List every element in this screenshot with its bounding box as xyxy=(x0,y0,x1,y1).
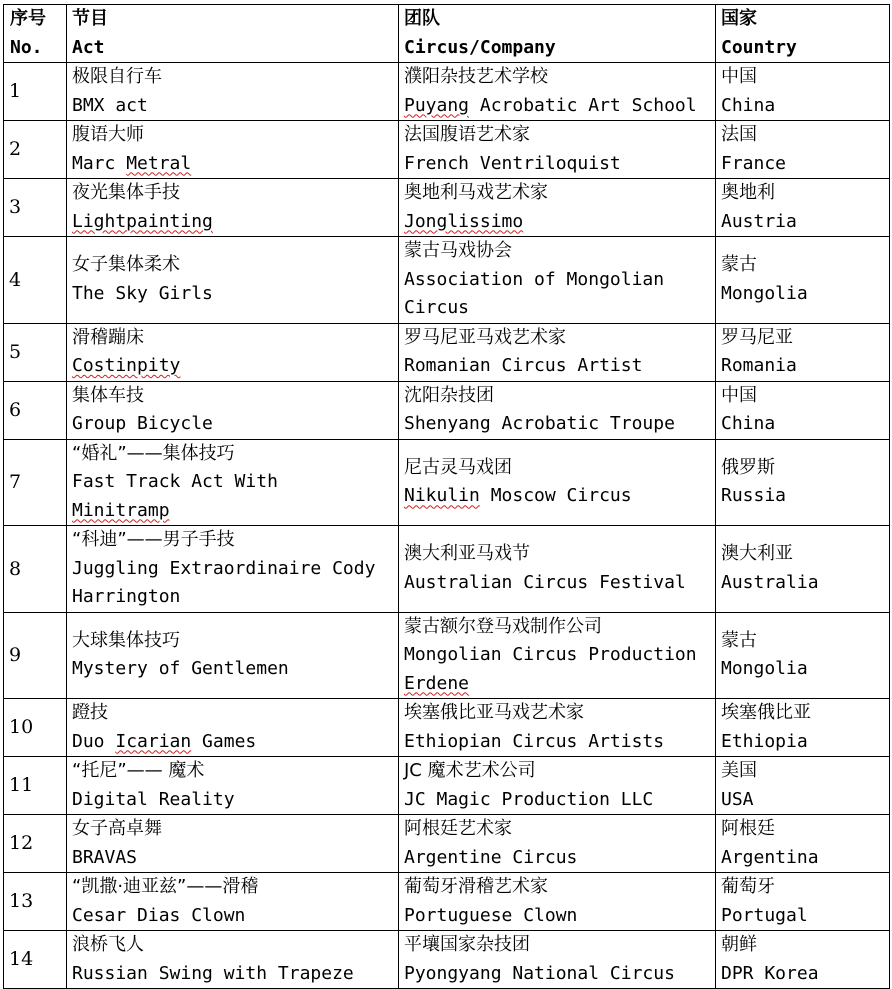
company-line: Shenyang Acrobatic Troupe xyxy=(404,413,675,434)
row-number: 12 xyxy=(4,815,67,873)
act-cell xyxy=(67,63,399,121)
act-line: 蹬技 xyxy=(72,702,108,723)
company-line: 埃塞俄比亚马戏艺术家 xyxy=(404,702,584,723)
country-line: China xyxy=(721,94,776,116)
company-line: Jonglissimo xyxy=(404,210,524,232)
table-row xyxy=(4,121,890,179)
country-line: 罗马尼亚 xyxy=(721,326,793,348)
act-line: 女子集体柔术 xyxy=(72,254,180,276)
country-line: 奥地利 xyxy=(721,182,775,203)
act-line: 浪桥飞人 xyxy=(72,934,144,955)
act-line: Group Bicycle xyxy=(72,413,213,434)
act-cell xyxy=(67,179,399,237)
header-no-en: No. xyxy=(10,36,43,58)
country-line: 中国 xyxy=(721,384,757,406)
company-line: Circus xyxy=(404,297,470,318)
act-cell xyxy=(67,873,399,931)
act-line: BRAVAS xyxy=(72,846,138,868)
company-cell xyxy=(399,699,716,757)
company-line: Argentine Circus xyxy=(404,846,578,868)
header-act xyxy=(67,5,399,63)
act-line: The Sky Girls xyxy=(72,282,213,304)
company-line: 平壤国家杂技团 xyxy=(404,934,530,955)
country-line: 法国 xyxy=(721,124,757,145)
act-cell xyxy=(67,526,399,613)
country-cell xyxy=(716,381,890,439)
country-line: Mongolia xyxy=(721,658,808,680)
country-cell xyxy=(716,612,890,699)
header-no xyxy=(4,5,67,63)
header-no-zh: 序号 xyxy=(10,8,46,29)
header-row xyxy=(4,5,890,63)
country-cell xyxy=(716,526,890,613)
row-number: 4 xyxy=(4,237,67,324)
country-line: 蒙古 xyxy=(721,254,757,276)
act-cell xyxy=(67,815,399,873)
company-cell xyxy=(399,612,716,699)
row-number: 6 xyxy=(4,381,67,439)
row-number: 7 xyxy=(4,439,67,526)
company-line: 奥地利马戏艺术家 xyxy=(404,182,548,203)
country-line: 朝鲜 xyxy=(721,934,757,955)
country-line: 阿根廷 xyxy=(721,818,775,839)
company-cell xyxy=(399,121,716,179)
company-line: Nikulin Moscow Circus xyxy=(404,485,632,507)
company-line: Romanian Circus Artist xyxy=(404,355,643,376)
company-line: JC Magic Production LLC xyxy=(404,788,654,810)
act-line: Russian Swing with Trapeze xyxy=(72,962,354,984)
act-line: 极限自行车 xyxy=(72,66,162,87)
country-line: Austria xyxy=(721,210,797,232)
company-cell xyxy=(399,439,716,526)
company-line: 蒙古额尔登马戏制作公司 xyxy=(404,615,602,637)
header-country-zh: 国家 xyxy=(721,8,757,29)
act-cell xyxy=(67,381,399,439)
country-cell xyxy=(716,699,890,757)
country-line: China xyxy=(721,413,776,434)
act-line: 集体车技 xyxy=(72,384,144,406)
company-cell xyxy=(399,815,716,873)
act-cell xyxy=(67,612,399,699)
country-line: 葡萄牙 xyxy=(721,876,775,897)
country-cell xyxy=(716,873,890,931)
row-number: 13 xyxy=(4,873,67,931)
row-number: 14 xyxy=(4,931,67,989)
program-table-body xyxy=(4,5,890,989)
country-line: Portugal xyxy=(721,904,808,926)
company-line: 濮阳杂技艺术学校 xyxy=(404,66,548,87)
country-cell xyxy=(716,757,890,815)
company-line: 尼古灵马戏团 xyxy=(404,456,512,478)
company-line: Mongolian Circus Production xyxy=(404,644,697,665)
company-line: Ethiopian Circus Artists xyxy=(404,730,665,752)
program-table xyxy=(3,4,890,989)
country-line: France xyxy=(721,152,787,174)
act-cell xyxy=(67,237,399,324)
country-cell xyxy=(716,439,890,526)
header-company-zh: 团队 xyxy=(404,8,440,29)
country-line: 中国 xyxy=(721,66,757,87)
company-line: Pyongyang National Circus xyxy=(404,962,675,984)
country-line: 美国 xyxy=(721,760,757,781)
company-cell xyxy=(399,381,716,439)
act-cell xyxy=(67,757,399,815)
act-line: Mystery of Gentlemen xyxy=(72,658,289,680)
table-row xyxy=(4,439,890,526)
act-line: Digital Reality xyxy=(72,788,235,810)
row-number: 10 xyxy=(4,699,67,757)
country-line: Romania xyxy=(721,355,797,376)
country-line: USA xyxy=(721,788,754,810)
table-row xyxy=(4,237,890,324)
company-line: 罗马尼亚马戏艺术家 xyxy=(404,326,566,348)
company-line: Portuguese Clown xyxy=(404,904,578,926)
company-line: 蒙古马戏协会 xyxy=(404,240,512,261)
row-number: 2 xyxy=(4,121,67,179)
act-line: 滑稽蹦床 xyxy=(72,326,144,348)
company-line: 阿根廷艺术家 xyxy=(404,818,512,839)
company-cell xyxy=(399,323,716,381)
table-row xyxy=(4,873,890,931)
country-cell xyxy=(716,121,890,179)
act-line: Juggling Extraordinaire Cody xyxy=(72,557,376,579)
company-line: Australian Circus Festival xyxy=(404,571,686,593)
country-line: Ethiopia xyxy=(721,730,808,752)
row-number: 11 xyxy=(4,757,67,815)
country-line: Mongolia xyxy=(721,282,808,304)
row-number: 8 xyxy=(4,526,67,613)
table-row xyxy=(4,381,890,439)
act-line: “科迪”——男子手技 xyxy=(72,529,235,550)
act-cell xyxy=(67,699,399,757)
act-line: Costinpity xyxy=(72,355,181,376)
company-cell xyxy=(399,179,716,237)
header-company-en: Circus/Company xyxy=(404,36,556,58)
table-row xyxy=(4,699,890,757)
row-number: 1 xyxy=(4,63,67,121)
country-cell xyxy=(716,815,890,873)
act-line: 大球集体技巧 xyxy=(72,629,180,651)
header-act-en: Act xyxy=(72,36,105,58)
act-line: Fast Track Act With xyxy=(72,471,278,492)
row-number: 5 xyxy=(4,323,67,381)
country-cell xyxy=(716,323,890,381)
row-number: 9 xyxy=(4,612,67,699)
act-line: Marc Metral xyxy=(72,152,192,174)
table-row xyxy=(4,757,890,815)
act-line: “婚礼”——集体技巧 xyxy=(72,442,235,464)
header-country xyxy=(716,5,890,63)
header-act-zh: 节目 xyxy=(72,8,108,29)
company-cell xyxy=(399,873,716,931)
act-line: 夜光集体手技 xyxy=(72,182,180,203)
act-line: Minitramp xyxy=(72,499,170,521)
country-cell xyxy=(716,237,890,324)
country-line: Argentina xyxy=(721,846,819,868)
company-line: JC 魔术艺术公司 xyxy=(404,760,536,781)
act-line: Duo Icarian Games xyxy=(72,730,257,752)
table-row xyxy=(4,815,890,873)
act-line: Cesar Dias Clown xyxy=(72,904,246,926)
company-line: 法国腹语艺术家 xyxy=(404,124,530,145)
act-line: 女子高卓舞 xyxy=(72,818,162,839)
company-cell xyxy=(399,757,716,815)
table-row xyxy=(4,612,890,699)
act-line: 腹语大师 xyxy=(72,124,144,145)
country-cell xyxy=(716,63,890,121)
country-line: Australia xyxy=(721,571,819,593)
company-line: French Ventriloquist xyxy=(404,152,621,174)
country-cell xyxy=(716,179,890,237)
act-line: BMX act xyxy=(72,94,148,116)
table-row xyxy=(4,63,890,121)
header-company xyxy=(399,5,716,63)
company-line: Erdene xyxy=(404,672,470,694)
act-line: Harrington xyxy=(72,586,181,607)
country-line: DPR Korea xyxy=(721,962,819,984)
country-line: Russia xyxy=(721,485,787,507)
table-row xyxy=(4,323,890,381)
country-line: 埃塞俄比亚 xyxy=(721,702,811,723)
company-line: Association of Mongolian xyxy=(404,268,665,290)
act-line: “凯撒·迪亚兹”——滑稽 xyxy=(72,876,259,897)
act-line: “托尼”—— 魔术 xyxy=(72,760,205,781)
act-line: Lightpainting xyxy=(72,210,213,232)
company-line: 澳大利亚马戏节 xyxy=(404,543,530,565)
row-number: 3 xyxy=(4,179,67,237)
act-cell xyxy=(67,323,399,381)
company-cell xyxy=(399,63,716,121)
country-line: 俄罗斯 xyxy=(721,456,775,478)
company-line: 沈阳杂技团 xyxy=(404,384,494,406)
table-row xyxy=(4,526,890,613)
table-row xyxy=(4,179,890,237)
company-line: Puyang Acrobatic Art School xyxy=(404,94,697,116)
company-cell xyxy=(399,237,716,324)
header-country-en: Country xyxy=(721,36,797,58)
company-line: 葡萄牙滑稽艺术家 xyxy=(404,876,548,897)
country-line: 澳大利亚 xyxy=(721,543,793,565)
act-cell xyxy=(67,439,399,526)
act-cell xyxy=(67,121,399,179)
company-cell xyxy=(399,526,716,613)
country-line: 蒙古 xyxy=(721,629,757,651)
